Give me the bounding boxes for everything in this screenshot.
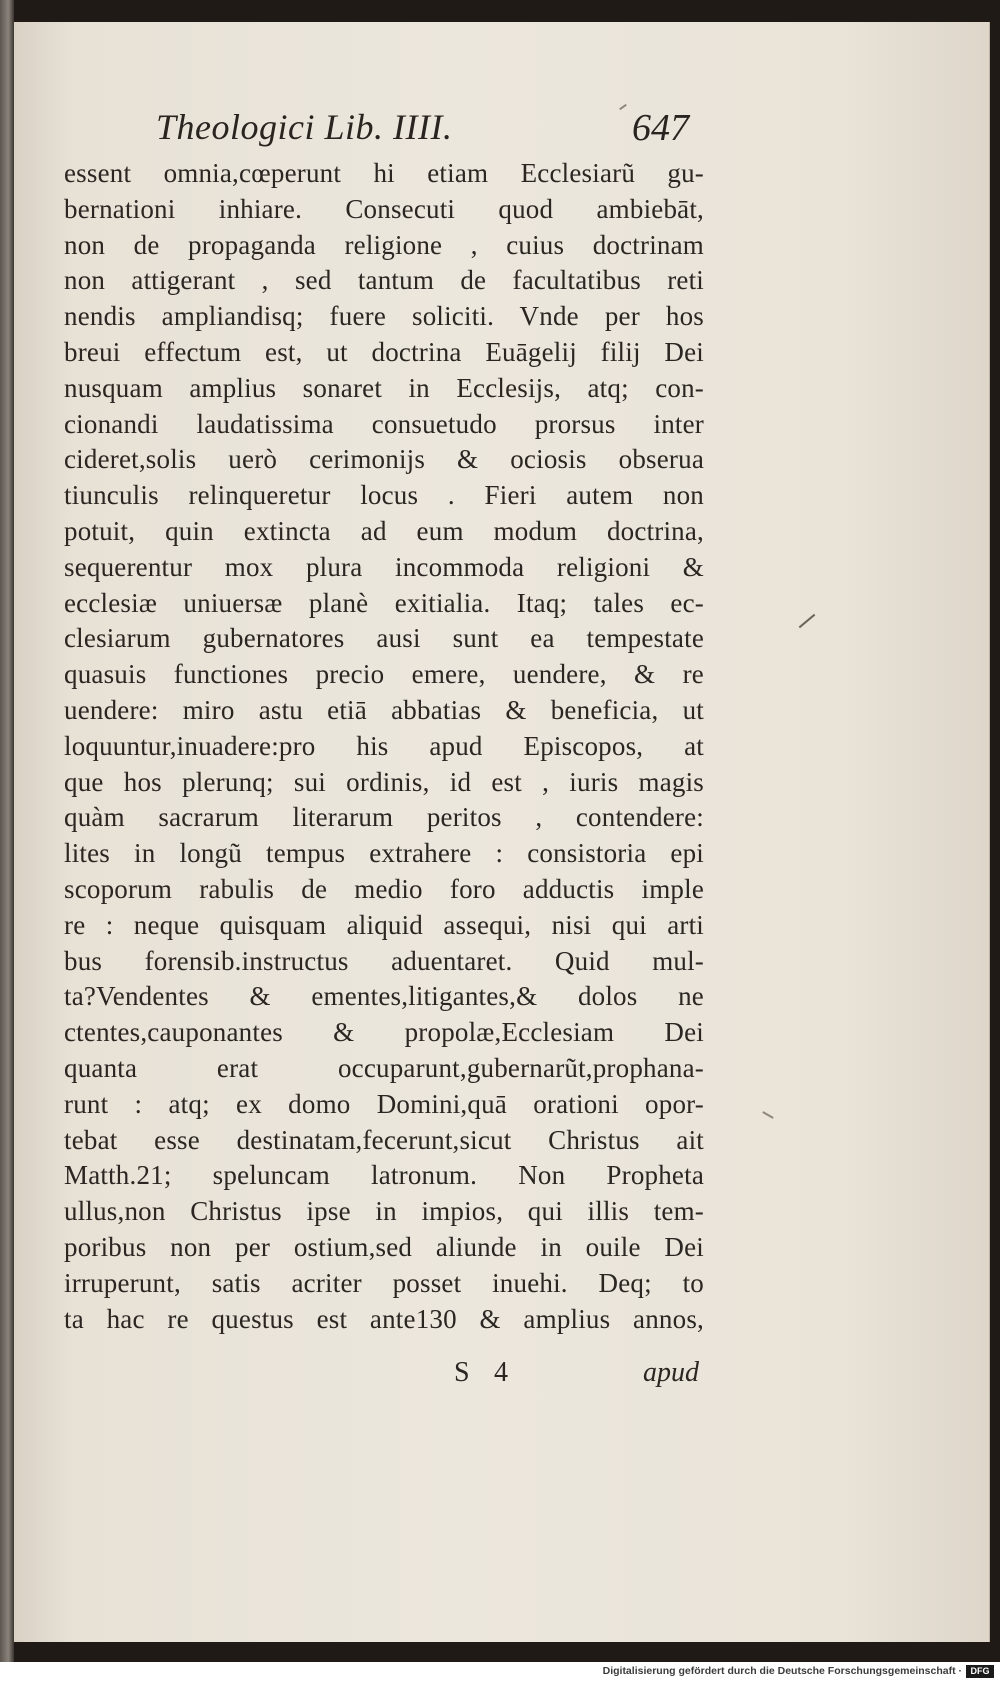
page-number: 647	[632, 107, 689, 149]
dfg-logo: DFG	[966, 1665, 994, 1678]
text-line: tebat esse destinatam,fecerunt,sicut Christus ait	[64, 1124, 704, 1155]
text-line: runt : atq; ex domo Domini,quā orationi opor-	[64, 1088, 704, 1119]
text-line: clesiarum gubernatores ausi sunt ea tempestate	[64, 623, 704, 654]
text-line: poribus non per ostium,sed aliunde in ouile Dei	[64, 1231, 704, 1262]
text-line: uendere: miro astu etiā abbatias & beneficia, ut	[64, 694, 704, 725]
text-line: lites in longũ tempus extrahere : consistoria epi	[64, 838, 704, 869]
text-line: tiunculis relinqueretur locus . Fieri autem non	[64, 480, 704, 511]
catch-line	[454, 1357, 699, 1397]
text-line: cionandi laudatissima consuetudo prorsus inter	[64, 408, 704, 439]
text-line: non attigerant , sed tantum de facultatibus reti	[64, 265, 704, 296]
text-line: irruperunt, satis acriter posset inuehi. Deq; to	[64, 1267, 704, 1298]
text-line: nendis ampliandisq; fuere soliciti. Vnde per hos	[64, 301, 704, 332]
text-line: quanta erat occuparunt,gubernarũt,prophana-	[64, 1052, 704, 1083]
text-line: quasuis functiones precio emere, uendere, & re	[64, 659, 704, 690]
text-line: bernationi inhiare. Consecuti quod ambiebāt,	[64, 193, 704, 224]
footer-credit: Digitalisierung gefördert durch die Deutsche Forschungsgemeinschaft ·	[602, 1665, 962, 1677]
text-line: scoporum rabulis de medio foro adductis imple	[64, 873, 704, 904]
text-line: potuit, quin extincta ad eum modum doctrina,	[64, 515, 704, 546]
text-line: non de propaganda religione , cuius doctrinam	[64, 229, 704, 260]
text-line: nusquam amplius sonaret in Ecclesijs, atq; con-	[64, 372, 704, 403]
text-line: que hos plerunq; sui ordinis, id est , iuris magis	[64, 766, 704, 797]
margin-mark	[762, 1111, 773, 1119]
text-line: breui effectum est, ut doctrina Euāgelij filij Dei	[64, 336, 704, 367]
text-line: sequerentur mox plura incommoda religioni &	[64, 551, 704, 582]
text-line: essent omnia,cœperunt hi etiam Ecclesiarũ gu-	[64, 158, 704, 188]
running-head	[14, 100, 989, 160]
text-line: cideret,solis uerò cerimonijs & ociosis obserua	[64, 444, 704, 475]
text-line: ta hac re questus est ante130 & amplius annos,	[64, 1303, 704, 1334]
digitization-footer	[0, 1662, 1000, 1684]
text-line: Matth.21; speluncam latronum. Non Propheta	[64, 1160, 704, 1191]
margin-mark	[799, 614, 816, 628]
text-line: ta?Vendentes & ementes,litigantes,& dolos ne	[64, 981, 704, 1012]
book-page	[14, 22, 990, 1642]
signature-number: 4	[494, 1357, 508, 1388]
catchword: apud	[643, 1357, 699, 1388]
signature-mark: S	[454, 1357, 470, 1388]
body-text	[64, 156, 704, 1337]
text-line: ullus,non Christus ipse in impios, qui illis tem-	[64, 1196, 704, 1227]
text-line: ctentes,cauponantes & propolæ,Ecclesiam Dei	[64, 1017, 704, 1048]
book-spine	[0, 0, 14, 1662]
text-line: re : neque quisquam aliquid assequi, nisi qui arti	[64, 909, 704, 940]
running-head-title: Theologici Lib. IIII.	[156, 107, 453, 147]
text-line: ecclesiæ uniuersæ planè exitialia. Itaq; tales ec-	[64, 587, 704, 618]
text-line: quàm sacrarum literarum peritos , contendere:	[64, 802, 704, 833]
text-line: loquuntur,inuadere:pro his apud Episcopos, at	[64, 730, 704, 761]
text-line: bus forensib.instructus aduentaret. Quid mul-	[64, 945, 704, 976]
